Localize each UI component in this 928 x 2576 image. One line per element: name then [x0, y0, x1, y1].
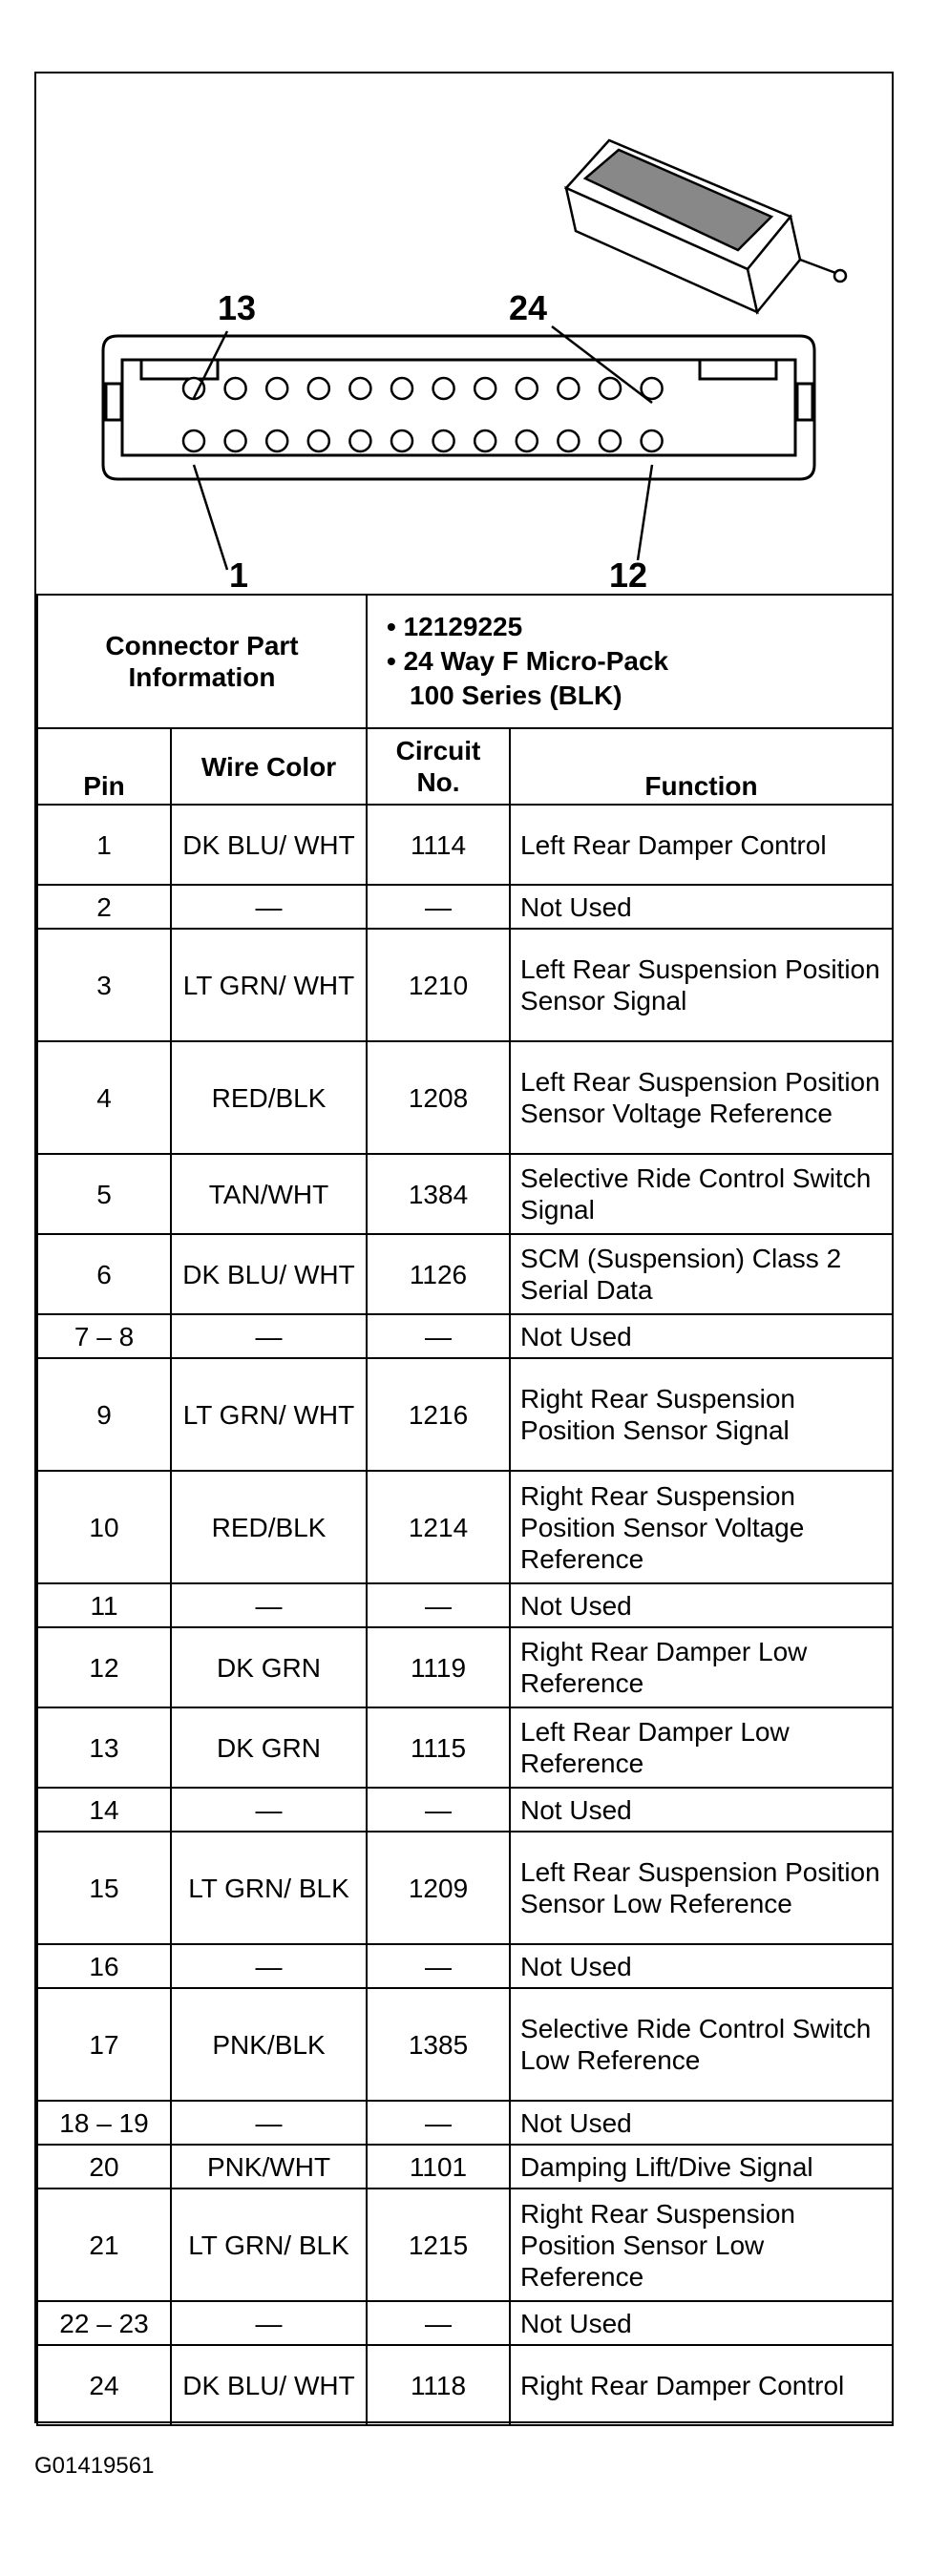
wire-color-cell: PNK/WHT [171, 2145, 367, 2189]
function-cell: Not Used [510, 885, 893, 929]
connector-3d-icon [566, 140, 846, 312]
header-wire-color: Wire Color [171, 728, 367, 805]
function-cell: SCM (Suspension) Class 2 Serial Data [510, 1234, 893, 1314]
circuit-cell: 1126 [367, 1234, 510, 1314]
function-cell: Not Used [510, 1788, 893, 1832]
figure-id: G01419561 [34, 2453, 155, 2479]
wire-color-cell: RED/BLK [171, 1471, 367, 1583]
connector-diagram [36, 73, 892, 596]
pin-cavity [475, 378, 496, 399]
function-cell: Left Rear Suspension Position Sensor Voltage Reference [510, 1041, 893, 1154]
circuit-cell: 1215 [367, 2189, 510, 2301]
function-cell: Right Rear Damper Low Reference [510, 1627, 893, 1707]
header-pin: Pin [37, 728, 171, 805]
function-cell: Right Rear Damper Control [510, 2345, 893, 2425]
wire-color-cell: DK BLU/ WHT [171, 1234, 367, 1314]
table-row [37, 2345, 893, 2425]
circuit-cell: 1208 [367, 1041, 510, 1154]
pinout-table [36, 594, 894, 2426]
pin-cell: 2 [37, 885, 171, 929]
function-cell: Damping Lift/Dive Signal [510, 2145, 893, 2189]
table-row [37, 1041, 893, 1154]
pin-cavity [349, 430, 370, 451]
pin-cell: 6 [37, 1234, 171, 1314]
circuit-cell: 1385 [367, 1988, 510, 2101]
pin-cell: 5 [37, 1154, 171, 1234]
circuit-cell: 1209 [367, 1832, 510, 1944]
wire-color-cell: — [171, 1583, 367, 1627]
table-row [37, 2101, 893, 2145]
wire-color-cell: DK GRN [171, 1707, 367, 1788]
part-number: • 12129225 [387, 612, 523, 641]
pin-cell: 1 [37, 805, 171, 885]
pin-cell: 22 – 23 [37, 2301, 171, 2345]
circuit-cell: 1210 [367, 929, 510, 1041]
pin-cell: 18 – 19 [37, 2101, 171, 2145]
circuit-cell: 1114 [367, 805, 510, 885]
pin-label-1: 1 [229, 555, 249, 595]
circuit-cell: 1118 [367, 2345, 510, 2425]
circuit-cell: 1115 [367, 1707, 510, 1788]
pin-label-12: 12 [609, 555, 648, 595]
wire-color-cell: — [171, 1944, 367, 1988]
pin-cell: 11 [37, 1583, 171, 1627]
connector-sheet [34, 72, 894, 2423]
table-row [37, 1627, 893, 1707]
pin-cavity [225, 378, 246, 399]
pin-cell: 12 [37, 1627, 171, 1707]
pin-cavity [558, 430, 579, 451]
pin-cell: 3 [37, 929, 171, 1041]
pin-cavity [266, 378, 287, 399]
wire-color-cell: — [171, 885, 367, 929]
wire-color-cell: DK GRN [171, 1627, 367, 1707]
wire-color-cell: DK BLU/ WHT [171, 2345, 367, 2425]
pin-cavity [517, 430, 538, 451]
pin-cavity [349, 378, 370, 399]
pin-cavity [391, 430, 412, 451]
wire-color-cell: — [171, 2301, 367, 2345]
circuit-cell: — [367, 1314, 510, 1358]
circuit-cell: — [367, 2301, 510, 2345]
wire-color-cell: PNK/BLK [171, 1988, 367, 2101]
circuit-cell: 1119 [367, 1627, 510, 1707]
function-cell: Right Rear Suspension Position Sensor Low Reference [510, 2189, 893, 2301]
table-row [37, 1788, 893, 1832]
function-cell: Left Rear Suspension Position Sensor Signal [510, 929, 893, 1041]
pin-cavity [642, 430, 663, 451]
wire-color-cell: LT GRN/ WHT [171, 1358, 367, 1471]
function-cell: Right Rear Suspension Position Sensor Signal [510, 1358, 893, 1471]
pin-cell: 15 [37, 1832, 171, 1944]
pin-cavity [183, 430, 204, 451]
wire-color-cell: DK BLU/ WHT [171, 805, 367, 885]
function-cell: Not Used [510, 2301, 893, 2345]
pin-cell: 24 [37, 2345, 171, 2425]
connector-info-details [367, 595, 893, 728]
wire-color-cell: LT GRN/ WHT [171, 929, 367, 1041]
table-row [37, 1832, 893, 1944]
pin-cavity [225, 430, 246, 451]
function-cell: Not Used [510, 2101, 893, 2145]
table-row [37, 2145, 893, 2189]
pin-label-13: 13 [218, 288, 257, 327]
pin-cavity [475, 430, 496, 451]
pin-cavity [433, 430, 454, 451]
wire-color-cell: LT GRN/ BLK [171, 1832, 367, 1944]
table-row [37, 1707, 893, 1788]
circuit-cell: 1216 [367, 1358, 510, 1471]
connector-info-label: Connector Part Information [37, 595, 367, 728]
pin-cavity [308, 430, 329, 451]
pin-cavity [600, 378, 621, 399]
connector-face-drawing [36, 73, 892, 594]
table-row [37, 1944, 893, 1988]
table-row [37, 2189, 893, 2301]
pin-cell: 14 [37, 1788, 171, 1832]
pin-cell: 13 [37, 1707, 171, 1788]
function-cell: Selective Ride Control Switch Signal [510, 1154, 893, 1234]
connector-info-row [37, 595, 893, 728]
pin-cell: 20 [37, 2145, 171, 2189]
table-row [37, 1583, 893, 1627]
pin-cavity [433, 378, 454, 399]
table-row [37, 1358, 893, 1471]
pin-cell: 7 – 8 [37, 1314, 171, 1358]
pin-cavity [558, 378, 579, 399]
pin-cavity [391, 378, 412, 399]
circuit-cell: 1214 [367, 1471, 510, 1583]
wire-color-cell: LT GRN/ BLK [171, 2189, 367, 2301]
pin-cavity [600, 430, 621, 451]
pin-cell: 17 [37, 1988, 171, 2101]
function-cell: Not Used [510, 1314, 893, 1358]
pin-cavity [517, 378, 538, 399]
circuit-cell: 1101 [367, 2145, 510, 2189]
circuit-cell: — [367, 885, 510, 929]
description-line2: 100 Series (BLK) [410, 681, 622, 710]
table-row [37, 1314, 893, 1358]
pin-cell: 4 [37, 1041, 171, 1154]
header-function: Function [510, 728, 893, 805]
table-row [37, 885, 893, 929]
pin-cell: 21 [37, 2189, 171, 2301]
table-row [37, 1471, 893, 1583]
pin-cavity [266, 430, 287, 451]
table-row [37, 805, 893, 885]
wire-color-cell: — [171, 2101, 367, 2145]
function-cell: Left Rear Damper Control [510, 805, 893, 885]
circuit-cell: — [367, 1788, 510, 1832]
pin-cell: 16 [37, 1944, 171, 1988]
function-cell: Left Rear Suspension Position Sensor Low Reference [510, 1832, 893, 1944]
wire-color-cell: — [171, 1314, 367, 1358]
table-row [37, 929, 893, 1041]
table-header-row [37, 728, 893, 805]
description-line1: • 24 Way F Micro-Pack [387, 646, 669, 676]
function-cell: Not Used [510, 1583, 893, 1627]
table-row [37, 1988, 893, 2101]
circuit-cell: 1384 [367, 1154, 510, 1234]
function-cell: Left Rear Damper Low Reference [510, 1707, 893, 1788]
wire-color-cell: RED/BLK [171, 1041, 367, 1154]
pin-cell: 9 [37, 1358, 171, 1471]
wire-color-cell: TAN/WHT [171, 1154, 367, 1234]
pin-label-24: 24 [509, 288, 548, 327]
pin-cell: 10 [37, 1471, 171, 1583]
table-row [37, 1154, 893, 1234]
pin-cavity [308, 378, 329, 399]
wire-color-cell: — [171, 1788, 367, 1832]
circuit-cell: — [367, 1944, 510, 1988]
function-cell: Selective Ride Control Switch Low Reference [510, 1988, 893, 2101]
table-row [37, 1234, 893, 1314]
table-row [37, 2301, 893, 2345]
circuit-cell: — [367, 2101, 510, 2145]
header-circuit: Circuit No. [367, 728, 510, 805]
function-cell: Not Used [510, 1944, 893, 1988]
function-cell: Right Rear Suspension Position Sensor Voltage Reference [510, 1471, 893, 1583]
circuit-cell: — [367, 1583, 510, 1627]
